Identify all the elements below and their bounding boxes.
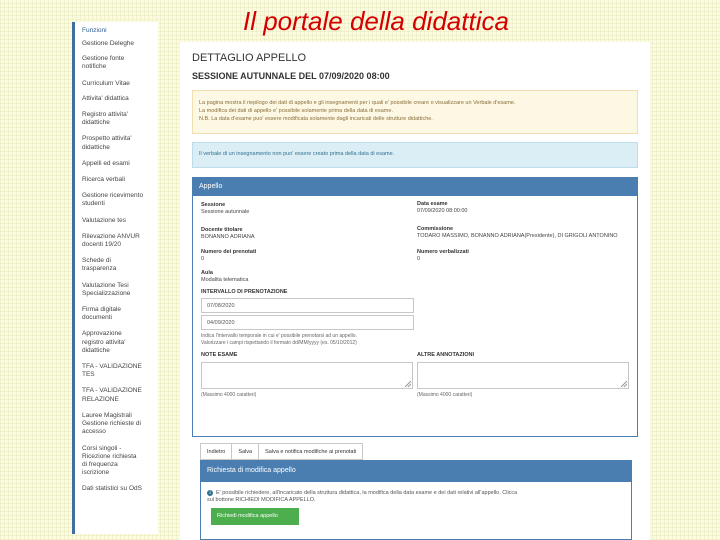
field-value: Modalita telematica [201, 277, 249, 283]
field-data-esame [417, 201, 467, 214]
appello-panel-title: Appello [193, 178, 637, 196]
sidebar-item[interactable]: Schede di trasparenza [82, 257, 117, 273]
slide-title: Il portale della didattica [243, 6, 509, 36]
altre-annotazioni-textarea[interactable] [417, 362, 629, 389]
warning-alert: La pagina mostra il riepilogo dei dati di appello e gli insegnamenti per i quali e' possibile creare o visualizzare un Verbale d'esame. La modifica dei dati di appello e' possibile solamente prima della data di esame. N.B. La data d'esame puo' essere modificata solamente dagli incaricati delle strutture didattiche. [192, 90, 638, 134]
resize-handle-icon[interactable] [621, 381, 627, 387]
modifica-panel-title: Richiesta di modifica appello [201, 461, 631, 482]
field-label: Commissione [417, 226, 454, 232]
intervallo-label: INTERVALLO DI PRENOTAZIONE [201, 289, 288, 295]
sidebar-item[interactable]: Valutazione tes [82, 216, 126, 224]
date-end-input[interactable]: 04/09/2020 [201, 315, 414, 330]
field-label: Numero dei prenotati [201, 249, 257, 255]
note-esame-label: NOTE ESAME [201, 352, 238, 358]
sidebar-item[interactable]: TFA - VALIDAZIONE RELAZIONE [82, 387, 142, 403]
field-value: BONANNO ADRIANA [201, 234, 255, 240]
salva-notifica-button[interactable]: Salva e notifica modifiche ai prenotati [258, 443, 363, 460]
altre-annotazioni-max: (Massimo 4000 caratteri) [417, 392, 473, 398]
field-verbalizzati [417, 249, 469, 262]
indietro-button[interactable]: Indietro [200, 443, 232, 460]
sidebar-item[interactable]: Ricerca verbali [82, 176, 125, 184]
field-prenotati [201, 249, 256, 262]
sidebar-item[interactable]: Rilevazione ANVUR docenti 19/20 [82, 232, 140, 249]
field-label: Sessione [201, 202, 226, 208]
modifica-panel [200, 460, 632, 540]
appello-panel [192, 177, 638, 437]
field-commissione [417, 226, 627, 239]
modifica-text: E' possibile richiedere, all'incaricato della struttura didattica, la modifica della data esame e dei dati relativi all'appello. Clicca sul bottone RICHIEDI MODIFICA APPELLO. [207, 490, 518, 503]
field-value: 0 [417, 256, 421, 262]
action-buttons [200, 443, 362, 460]
field-label: Data esame [417, 201, 448, 207]
salva-button[interactable]: Salva [231, 443, 259, 460]
sidebar-item[interactable]: Curriculum Vitae [82, 79, 130, 87]
field-label: Aula [201, 270, 213, 276]
note-esame-max: (Massimo 4000 caratteri) [201, 392, 257, 398]
sidebar [72, 22, 158, 534]
field-docente [201, 227, 254, 240]
field-value: 0 [201, 256, 205, 262]
sidebar-item[interactable]: Gestione ricevimento studenti [82, 192, 144, 208]
sidebar-item[interactable]: Corsi singoli - Ricezione richiesta di frequenza iscrizione [82, 444, 137, 477]
sidebar-item[interactable]: Gestione Deleghe [82, 40, 135, 47]
info-icon: i [207, 490, 213, 496]
sidebar-item[interactable]: Registro attivita' didattiche [82, 111, 129, 127]
sidebar-item[interactable]: Lauree Magistrali Gestione richieste di accesso [82, 411, 141, 436]
field-label: Numero verbalizzati [417, 249, 469, 255]
sidebar-item[interactable]: Attivita' didattica [82, 94, 129, 102]
note-esame-textarea[interactable] [201, 362, 413, 389]
field-sessione [201, 202, 249, 215]
sidebar-header: Funzioni [82, 27, 107, 34]
resize-handle-icon[interactable] [405, 381, 411, 387]
sidebar-item[interactable]: Appelli ed esami [82, 159, 130, 167]
richiedi-modifica-button[interactable]: Richiedi modifica appello [211, 508, 299, 525]
field-value: 07/09/2020 08:00:00 [417, 208, 468, 214]
sidebar-item[interactable]: Dati statistici su OdS [82, 485, 142, 493]
date-start-input[interactable]: 07/08/2020 [201, 298, 414, 313]
page-title: DETTAGLIO APPELLO [192, 52, 307, 64]
sidebar-item[interactable]: Firma digitale documenti [82, 306, 122, 322]
sidebar-item[interactable]: Valutazione Tesi Specializzazione [82, 281, 131, 297]
field-value: Sessione autunnale [201, 209, 250, 215]
sidebar-item[interactable]: Gestione fonte notifiche [82, 55, 125, 71]
field-value: TODARO MASSIMO, BONANNO ADRIANA(Presidente), DI GRIGOLI ANTONINO [417, 233, 618, 239]
help-text: Indica l'intervallo temporale in cui e' possibile prenotarsi ad un appello. Valorizzare i campi rispettando il formato dd/MM/yyyy (es. 05/10/2012) [201, 333, 357, 346]
field-label: Docente titolare [201, 227, 243, 233]
sidebar-item[interactable]: TFA - VALIDAZIONE TES [82, 363, 142, 379]
session-title: SESSIONE AUTUNNALE DEL 07/09/2020 08:00 [192, 71, 390, 81]
sidebar-item[interactable]: Approvazione registro attivita' didattiche [82, 330, 126, 354]
sidebar-item[interactable]: Prospetto attivita' didattiche [82, 135, 132, 151]
info-alert: Il verbale di un insegnamento non puo' essere creato prima della data di esame. [192, 142, 638, 168]
field-aula [201, 270, 248, 283]
altre-annotazioni-label: ALTRE ANNOTAZIONI [417, 352, 475, 358]
